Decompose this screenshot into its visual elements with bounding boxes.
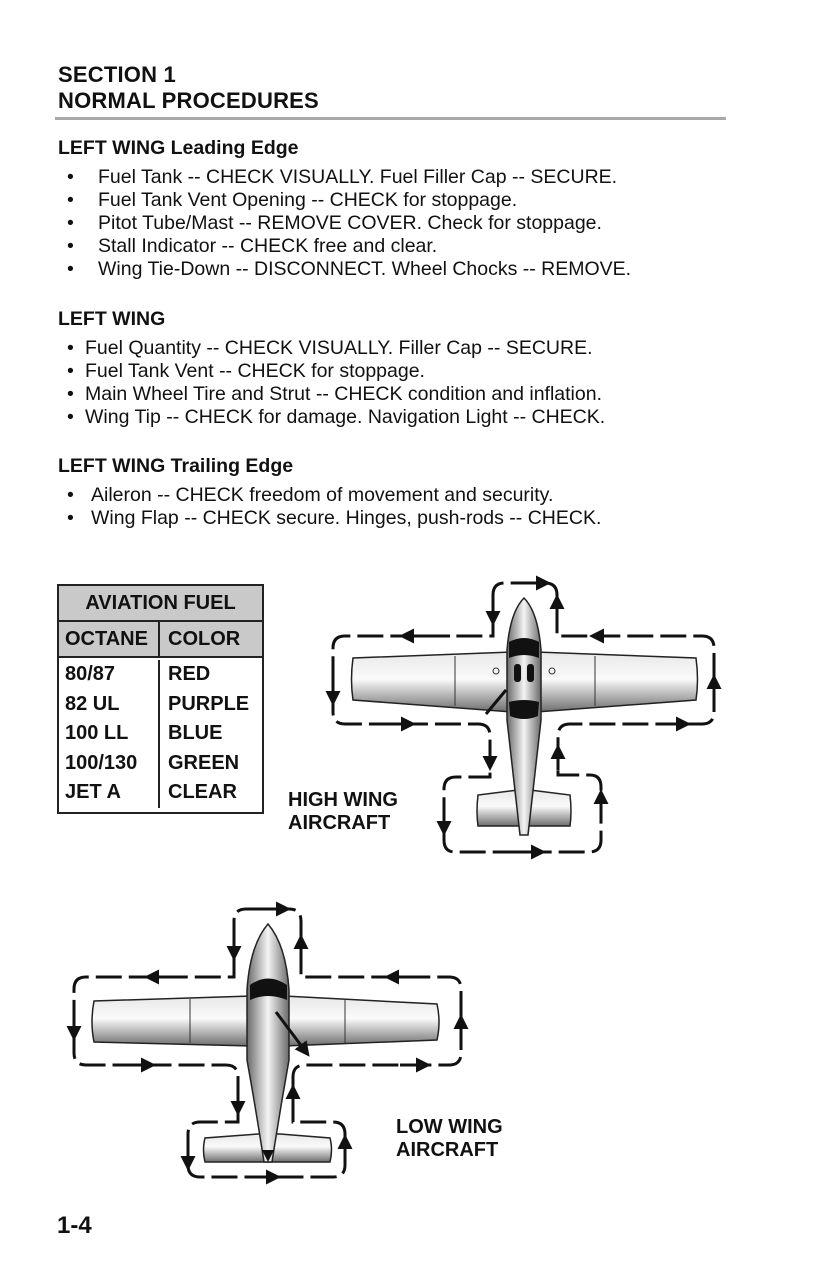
checklist-item: • Fuel Quantity -- CHECK VISUALLY. Filler Cap -- SECURE. [58,337,758,360]
color-cell: CLEAR [168,781,237,803]
color-cell: RED [168,663,211,685]
checklist-heading: LEFT WING Leading Edge [58,137,299,159]
high-wing-caption [288,789,398,835]
checklist-item: • Pitot Tube/Mast -- REMOVE COVER. Check for stoppage. [58,212,758,235]
octane-cell: 80/87 [59,660,160,690]
caption-line: LOW WING [396,1116,503,1138]
color-cell: PURPLE [168,692,250,715]
caption-line: AIRCRAFT [396,1139,499,1161]
low-wing-caption [396,1116,503,1162]
checklist-heading: LEFT WING [58,308,166,330]
octane-cell: 82 UL [59,690,160,720]
section-title: NORMAL PROCEDURES [58,88,319,113]
checklist-heading: LEFT WING Trailing Edge [58,455,294,477]
caption-line: HIGH WING [288,789,398,811]
checklist-item: • Fuel Tank Vent Opening -- CHECK for stoppage. [58,189,758,212]
octane-cell: 100 LL [59,719,160,749]
checklist-item: • Wing Tip -- CHECK for damage. Navigation Light -- CHECK. [58,406,758,429]
checklist-item: • Stall Indicator -- CHECK free and clear. [58,235,758,258]
caption-line: AIRCRAFT [288,812,391,834]
color-cell: BLUE [168,722,223,744]
octane-cell: JET A [59,778,160,808]
column-header-octane: OCTANE [59,622,160,656]
low-wing-airplane-icon [92,924,439,1162]
checklist-item: • Wing Flap -- CHECK secure. Hinges, push-rods -- CHECK. [58,507,758,530]
column-header-color: COLOR [168,628,241,650]
page-number: 1-4 [57,1212,92,1239]
checklist-item: • Main Wheel Tire and Strut -- CHECK condition and inflation. [58,383,758,406]
checklist-item: • Fuel Tank Vent -- CHECK for stoppage. [58,360,758,383]
checklist-item: • Fuel Tank -- CHECK VISUALLY. Fuel Filler Cap -- SECURE. [58,166,758,189]
color-cell: GREEN [168,751,240,774]
table-title: AVIATION FUEL [59,586,262,622]
octane-cell: 100/130 [59,749,160,779]
checklist-item: • Aileron -- CHECK freedom of movement and security. [58,484,758,507]
section-label: SECTION 1 [58,62,176,87]
checklist-item: • Wing Tie-Down -- DISCONNECT. Wheel Chocks -- REMOVE. [58,258,758,281]
high-wing-airplane-icon [352,598,698,835]
